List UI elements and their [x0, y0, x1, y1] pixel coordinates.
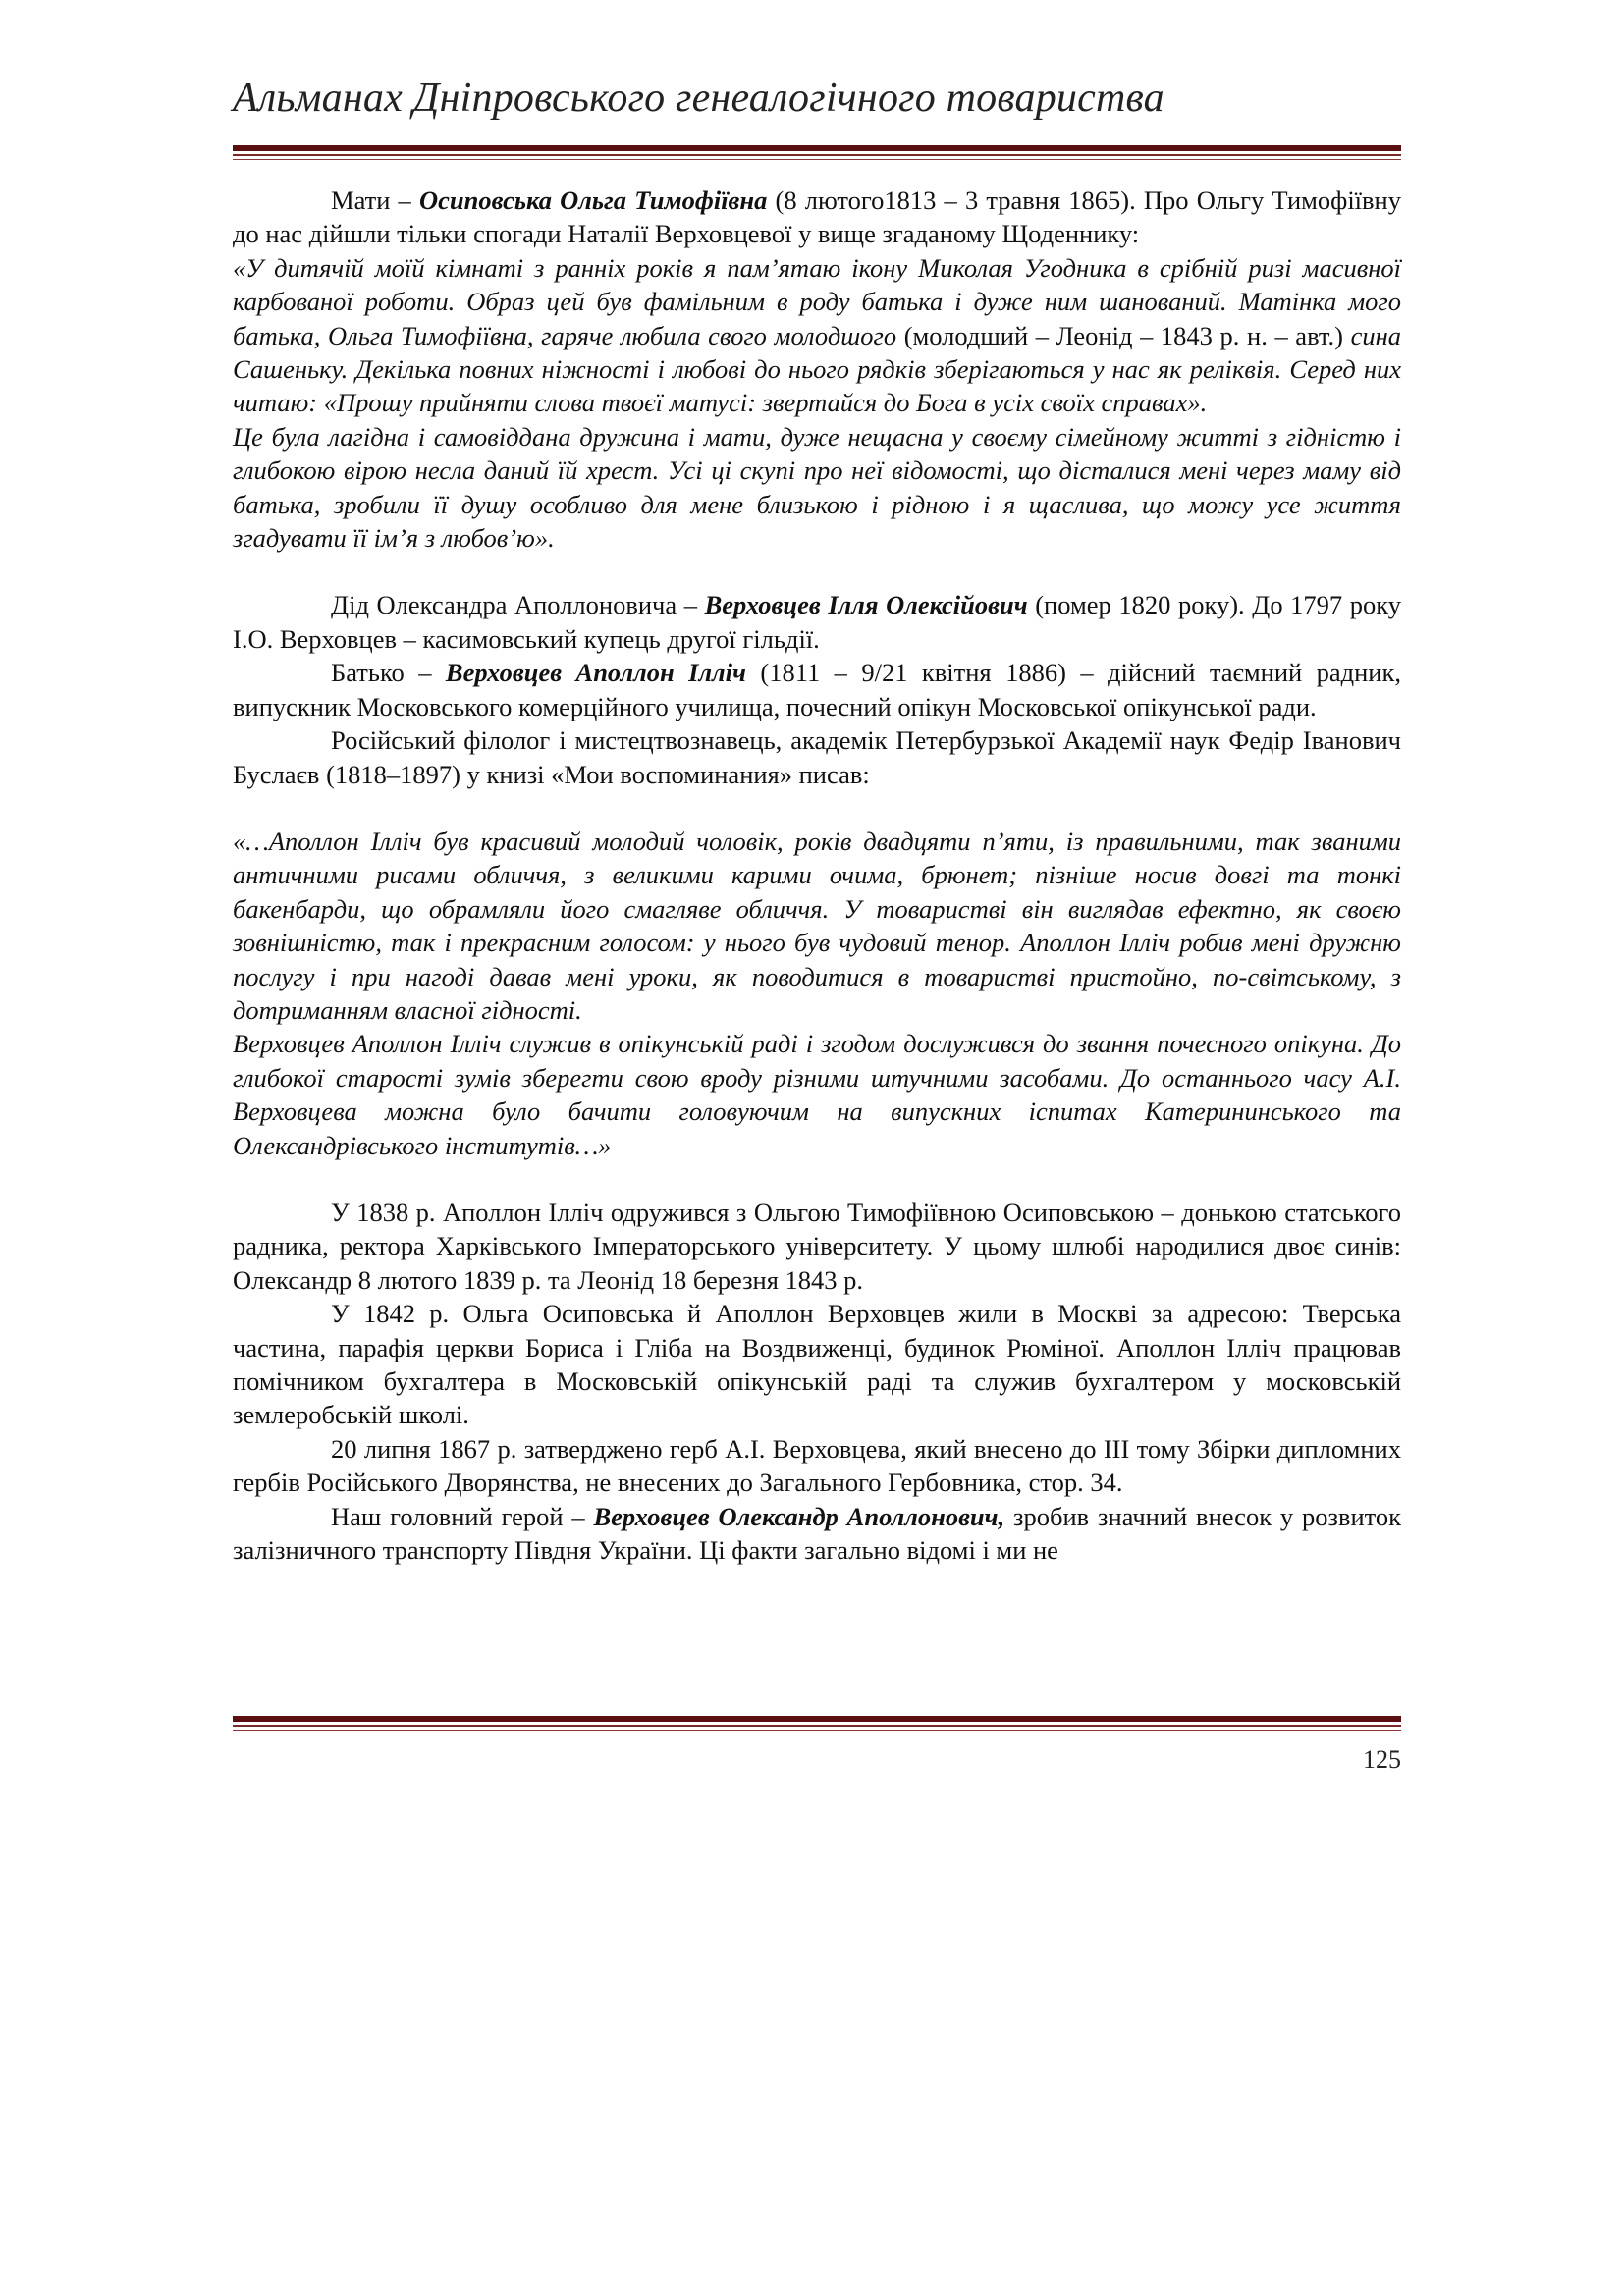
person-name: Верховцев Аполлон Ілліч	[445, 658, 746, 688]
quote-diary-2: Це була лагідна і самовіддана дружина і мати, дуже нещасна у своєму сімейному житті з гідністю і глибокою вірою несла даний їй хрест. Усі ці скупі про неї відомості, що дісталися мені через маму від батька, зробили її душу особливо для мене близькою і рідною і я щаслива, що можу усе життя згадувати її ім’я з любов’ю».	[233, 421, 1401, 554]
author-note: (молодший – Леонід – 1843 р. н. – авт.)	[903, 320, 1343, 350]
paragraph-main-hero: Наш головний герой – Верховцев Олександр Аполлонович, зробив значний внесок у розвиток залізничного транспорту Півдня України. Ці факти загально відомі і ми не	[233, 1501, 1401, 1566]
page-body	[233, 184, 1401, 1567]
paragraph-father: Батько – Верховцев Аполлон Ілліч (1811 – 9/21 квітня 1886) – дійсний таємний радник, випускник Московського комерційного училища, почесний опікун Московської опікунської ради.	[233, 658, 1401, 721]
paragraph-marriage: У 1838 р. Аполлон Ілліч одружився з Ольгою Тимофіївною Осиповською – донькою статського радника, ректора Харківського Імператорського університету. У цьому шлюбі народилися двоє синів: Олександр 8 лютого 1839 р. та Леонід 18 березня 1843 р.	[233, 1197, 1401, 1295]
paragraph-buslaev: Російський філолог і мистецтвознавець, академік Петербурзької Академії наук Федір Іванович Буслаєв (1818–1897) у книзі «Мои воспоминания» писав:	[233, 725, 1401, 789]
person-name: Осиповська Ольга Тимофіївна	[418, 186, 768, 215]
paragraph-grandfather: Дід Олександра Аполлоновича – Верховцев Ілля Олексійович (помер 1820 року). До 1797 року І.О. Верховцев – касимовський купець другої гільдії.	[233, 590, 1402, 654]
footer-divider	[233, 1716, 1401, 1731]
paragraph-mother: Мати – Осиповська Ольга Тимофіївна (8 лютого1813 – 3 травня 1865). Про Ольгу Тимофіївну до нас дійшли тільки спогади Наталії Верховцевої у вище згаданому Щоденнику:	[233, 186, 1401, 249]
paragraph-coat-of-arms: 20 липня 1867 р. затверджено герб А.І. Верховцева, який внесено до ІІІ тому Збірки дипломних гербів Російського Дворянства, не внесених до Загального Гербовника, стор. 34.	[233, 1433, 1401, 1498]
header-divider	[233, 145, 1401, 160]
page-number: 125	[1363, 1745, 1401, 1774]
quote-buslaev-1: «…Аполлон Ілліч був красивий молодий чоловік, років двадцяти п’яти, із правильними, так званими античними рисами обличчя, з великими карими очима, брюнет; пізніше носив довгі та тонкі бакенбарди, що обрамляли його смагляве обличчя. У товаристві він виглядав ефектно, як своєю зовнішністю, так і прекрасним голосом: у нього був чудовий тенор. Аполлон Ілліч робив мені дружню послугу і при нагоді давав мені уроки, як поводитися в товаристві пристойно, по-світському, з дотриманням власної гідності.	[233, 826, 1401, 1025]
paragraph-address: У 1842 р. Ольга Осиповська й Аполлон Верховцев жили в Москві за адресою: Тверська частина, парафія церкви Бориса і Гліба на Воздвиженці, будинок Рюміної. Аполлон Ілліч працював помічником бухгалтера в Московській опікунській раді та служив бухгалтером у московській землеробській школі.	[233, 1299, 1401, 1430]
quote-diary-1: «У дитячій моїй кімнаті з ранніх років я пам’ятаю ікону Миколая Угодника в срібній ризі масивної карбованої роботи. Образ цей був фамільним в роду батька і дуже ним шанований. Матінка мого батька, Ольга Тимофіївна, гаряче любила свого молодшого (молодший – Леонід – 1843 р. н. – авт.) сина Сашеньку. Декілька повних ніжності і любові до нього рядків зберігаються у нас як реліквія. Серед них читаю: «Прошу прийняти слова твоєї матусі: звертайся до Бога в усіх своїх справах».	[233, 252, 1401, 418]
running-header-title: Альманах Дніпровського генеалогічного товариства	[233, 76, 1164, 121]
quote-buslaev-2: Верховцев Аполлон Ілліч служив в опікунській раді і згодом дослужився до звання почесного опікуна. До глибокої старості зумів зберегти свою вроду різними штучними засобами. До останнього часу А.І. Верховцева можна було бачити головуючим на випускних іспитах Катерининського та Олександрівського інститутів…»	[233, 1029, 1401, 1160]
person-name: Верховцев Ілля Олексійович	[704, 590, 1028, 620]
person-name: Верховцев Олександр Аполлонович,	[593, 1501, 1005, 1531]
